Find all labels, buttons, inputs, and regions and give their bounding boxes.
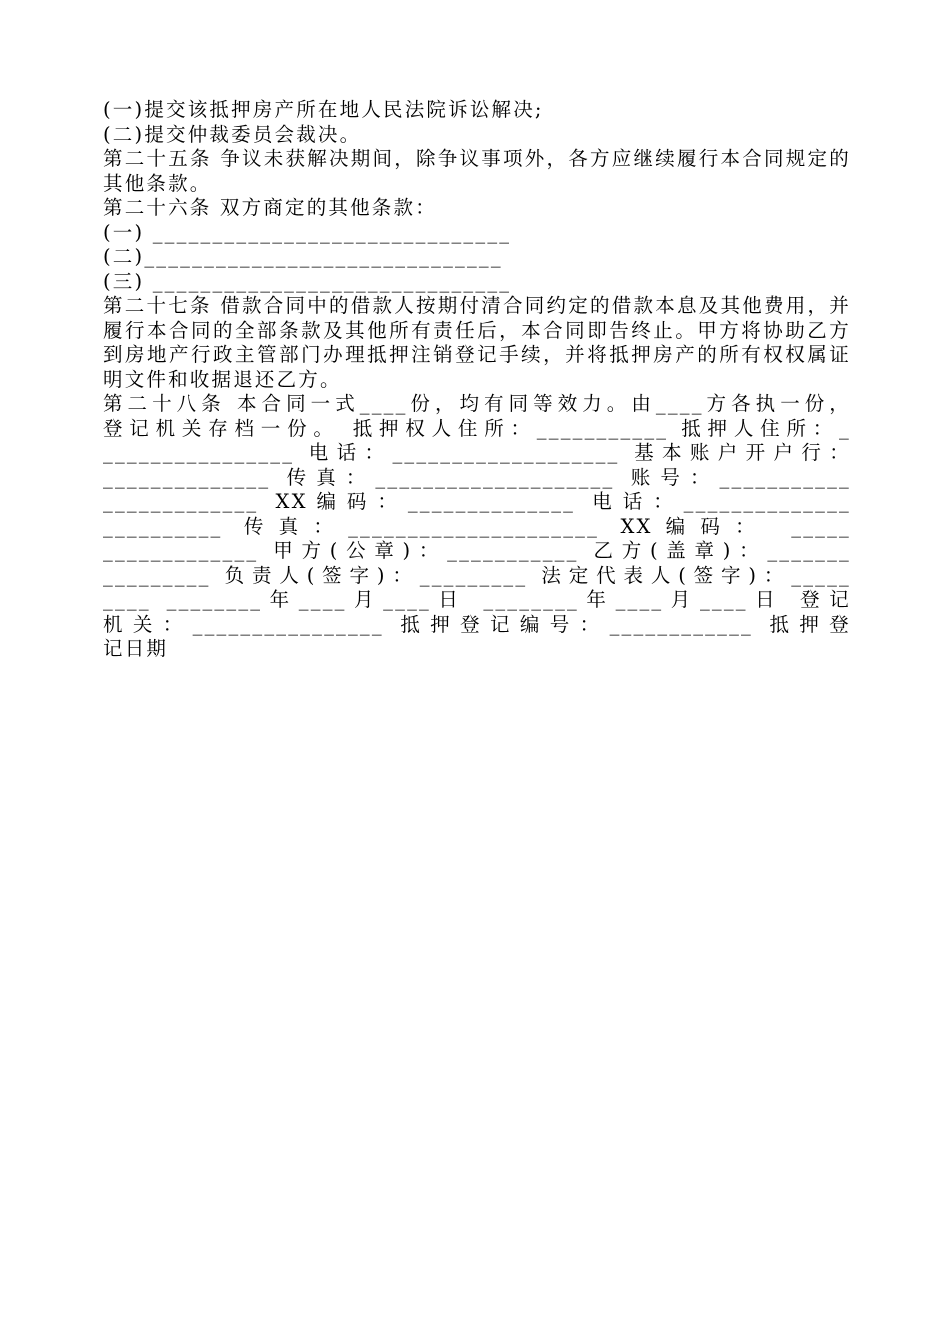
clause-28-line-1: 第二十八条 本合同一式____份，均有同等效力。由____方各执一份， <box>103 392 851 415</box>
clause-26-item-2: (二)______________________________ <box>103 245 503 268</box>
document-page <box>103 98 851 662</box>
clause-26-heading: 第二十六条 双方商定的其他条款： <box>103 196 437 219</box>
clause-24-item-2: (二)提交仲裁委员会裁决。 <box>103 122 362 146</box>
signature-line-8: ____ ________年____月____日 ________年____月____日 登记 <box>103 588 851 611</box>
signature-line-1: 登记机关存档一份。 抵押权人住所：___________ 抵押人住所：_ <box>103 416 851 440</box>
signature-line-3: ______________ 传真：____________________ 账号：___________ <box>103 465 851 489</box>
clause-24-item-1: (一)提交该抵押房产所在地人民法院诉讼解决; <box>103 98 544 121</box>
clause-25: 第二十五条 争议未获解决期间，除争议事项外，各方应继续履行本合同规定的其他条款。 <box>103 147 851 195</box>
signature-line-6: _____________ 甲方(公章)：___________ 乙方(盖章)：_______ <box>103 539 851 562</box>
clause-26-item-1: (一) ______________________________ <box>103 220 512 244</box>
clause-27: 第二十七条 借款合同中的借款人按期付清合同约定的借款本息及其他费用，并履行本合同的全部条款及其他所有责任后，本合同即告终止。甲方将协助乙方到房地产行政主管部门办理抵押注销登记手续，并将抵押房产的所有权权属证明文件和收据退还乙方。 <box>103 294 851 391</box>
signature-line-4: _____________ XX编码：______________ 电话：______________ <box>103 490 851 513</box>
signature-line-5: __________ 传真：_____________________ XX编码： _____ <box>103 514 851 538</box>
clause-26-item-3: (三) ______________________________ <box>103 269 512 293</box>
signature-line-7: _________ 负责人(签字)：_________ 法定代表人(签字)：_____ <box>103 563 851 587</box>
signature-line-10: 记日期 <box>103 637 169 660</box>
signature-line-2: ________________ 电话：___________________ 基本账户开户行： <box>103 441 851 464</box>
signature-line-9: 机关：________________ 抵押登记编号：____________ 抵押登 <box>103 612 851 636</box>
